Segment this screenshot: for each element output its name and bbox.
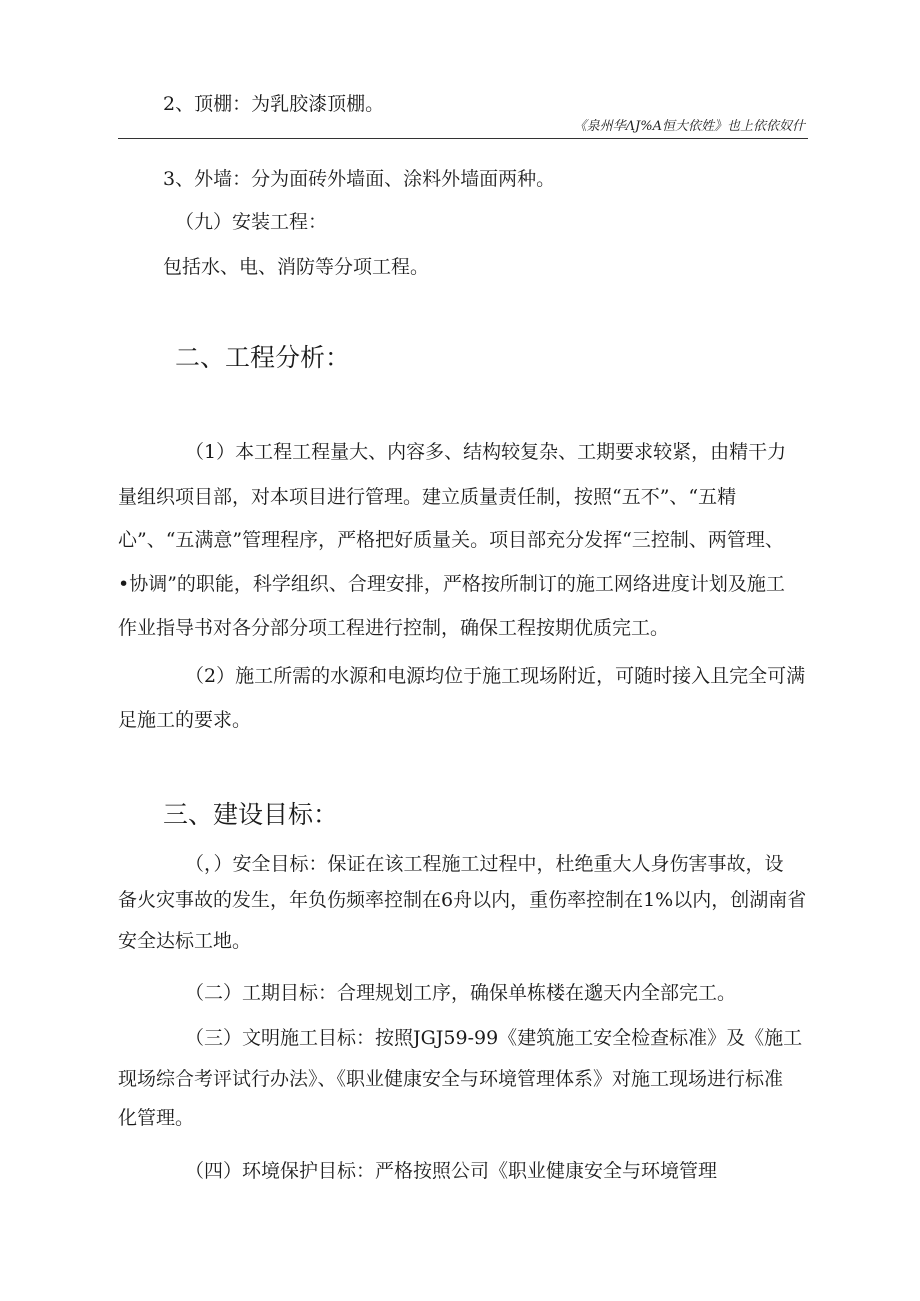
text-line: •协调”的职能，科学组织、合理安排，严格按所制订的施工网络进度计划及施工	[118, 573, 785, 595]
list-item-exterior-wall: 3、外墙：分为面砖外墙面、涂料外墙面两种。	[163, 168, 556, 190]
text-line: 心”、“五满意”管理程序，严格把好质量关。项目部充分发挥“三控制、两管理、	[118, 529, 784, 551]
text-line: 作业指导书对各分部分项工程进行控制，确保工程按期优质完工。	[118, 617, 670, 639]
text-line: （三）文明施工目标：按照JGJ59-99《建筑施工安全检查标准》及《施工	[185, 1027, 803, 1049]
paragraph-schedule-goal: （二）工期目标：合理规划工序，确保单栋楼在邈天内全部完工。	[185, 982, 737, 1004]
text-line: 备火灾事故的发生，年负伤频率控制在6舟以内，重伤率控制在1%以内，创湖南省	[118, 889, 807, 911]
text-line: 足施工的要求。	[118, 709, 252, 731]
subsection-title-installation: （九）安装工程：	[175, 211, 328, 233]
paragraph-environment-goal: （四）环境保护目标：严格按照公司《职业健康安全与环境管理	[185, 1160, 718, 1182]
section-heading-goals: 三、建设目标：	[163, 800, 339, 829]
text-line: 量组织项目部，对本项目进行管理。建立质量责任制，按照“五不”、“五精	[118, 486, 737, 508]
text-line: （，）安全目标：保证在该工程施工过程中，杜绝重大人身伤害事故，设	[185, 853, 784, 875]
text-line: 安全达标工地。	[118, 930, 252, 952]
paragraph-installation: 包括水、电、消防等分项工程。	[163, 256, 430, 278]
text-line: 现场综合考评试行办法》、《职业健康安全与环境管理体系》对施工现场进行标准	[118, 1068, 784, 1090]
text-line: 化管理。	[118, 1107, 195, 1129]
running-header: 《泉州华ΛJ%A恒大依姓》也上依依奴什	[573, 119, 805, 134]
list-item-ceiling: 2、顶棚：为乳胶漆顶棚。	[163, 93, 385, 115]
text-line: （2）施工所需的水源和电源均位于施工现场附近，可随时接入且完全可满	[185, 665, 806, 687]
header-divider	[118, 138, 808, 139]
section-heading-analysis: 二、工程分析：	[175, 343, 351, 372]
text-line: （1）本工程工程量大、内容多、结构较复杂、工期要求较紧，由精干力	[185, 441, 787, 463]
